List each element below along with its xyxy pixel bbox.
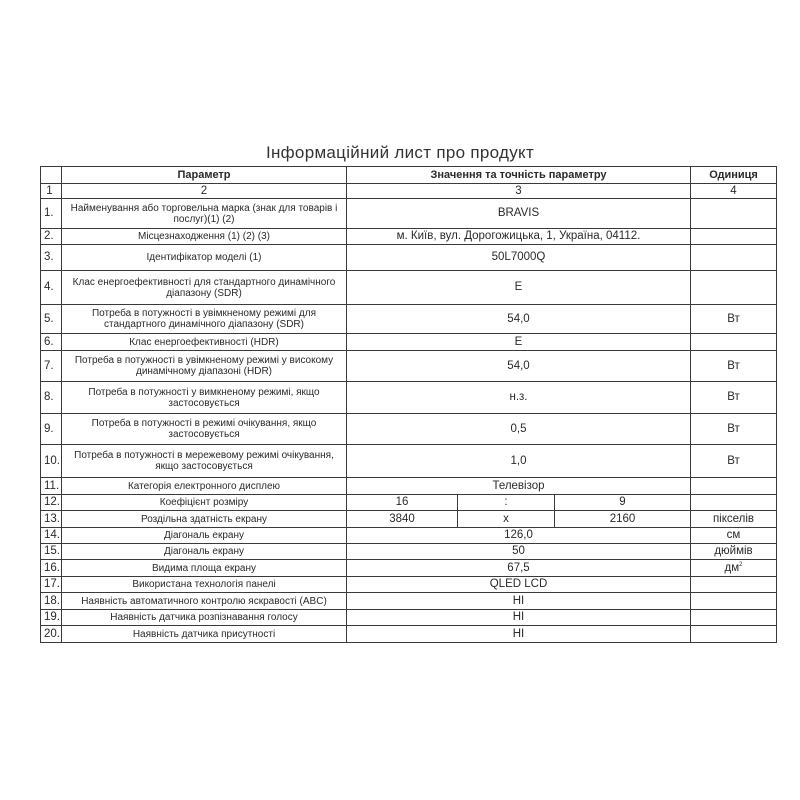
row-num: 2. <box>41 229 62 245</box>
row-value: НІ <box>347 610 691 626</box>
table-row <box>41 414 777 445</box>
table-row <box>41 229 777 245</box>
index-param: 2 <box>62 184 347 199</box>
row-num: 15. <box>41 544 62 560</box>
row-unit: см <box>691 528 777 544</box>
row-num: 8. <box>41 382 62 414</box>
row-num: 1. <box>41 199 62 229</box>
row-num: 13. <box>41 511 62 528</box>
table-row <box>41 305 777 334</box>
index-num: 1 <box>41 184 62 199</box>
row-unit <box>691 199 777 229</box>
row-value-part: 9 <box>555 495 691 511</box>
table-row <box>41 593 777 610</box>
row-num: 3. <box>41 245 62 271</box>
unit-superscript: 2 <box>739 561 743 568</box>
row-param: Найменування або торговельна марка (знак для товарів і послуг)(1) (2) <box>62 199 347 229</box>
row-value-part: : <box>458 495 555 511</box>
row-param: Діагональ екрану <box>62 528 347 544</box>
row-num: 6. <box>41 334 62 351</box>
table-row <box>41 245 777 271</box>
row-value-part: 3840 <box>347 511 458 528</box>
row-num: 17. <box>41 577 62 593</box>
row-unit <box>691 478 777 495</box>
row-value: 0,5 <box>347 414 691 445</box>
table-row <box>41 577 777 593</box>
row-value: 54,0 <box>347 351 691 382</box>
row-unit <box>691 626 777 643</box>
row-num: 20. <box>41 626 62 643</box>
table-row <box>41 445 777 478</box>
row-unit <box>691 610 777 626</box>
row-unit <box>691 271 777 305</box>
row-num: 9. <box>41 414 62 445</box>
row-unit: Вт <box>691 445 777 478</box>
row-unit <box>691 577 777 593</box>
row-param: Місцезнаходження (1) (2) (3) <box>62 229 347 245</box>
row-unit: Вт <box>691 414 777 445</box>
row-unit: дюймів <box>691 544 777 560</box>
row-value: BRAVIS <box>347 199 691 229</box>
row-param: Ідентифікатор моделі (1) <box>62 245 347 271</box>
index-value: 3 <box>347 184 691 199</box>
table-row <box>41 544 777 560</box>
row-num: 16. <box>41 560 62 577</box>
row-param: Видима площа екрану <box>62 560 347 577</box>
row-value: 67,5 <box>347 560 691 577</box>
row-value: 126,0 <box>347 528 691 544</box>
table-row <box>41 271 777 305</box>
row-num: 19. <box>41 610 62 626</box>
row-param: Наявність автоматичного контролю яскравості (ABC) <box>62 593 347 610</box>
row-param: Потреба в потужності у вимкненому режимі, якщо застосовується <box>62 382 347 414</box>
index-unit: 4 <box>691 184 777 199</box>
table-row <box>41 199 777 229</box>
row-num: 10. <box>41 445 62 478</box>
product-info-table <box>40 166 777 643</box>
row-num: 18. <box>41 593 62 610</box>
table-row <box>41 560 777 577</box>
unit-text: дм <box>724 561 740 574</box>
row-param: Потреба в потужності в увімкненому режимі для стандартного динамічного діапазону (SDR) <box>62 305 347 334</box>
row-unit <box>691 560 777 577</box>
table-row <box>41 626 777 643</box>
table-row <box>41 351 777 382</box>
row-value: НІ <box>347 626 691 643</box>
row-value: 54,0 <box>347 305 691 334</box>
row-param: Потреба в потужності в увімкненому режимі у високому динамічному діапазоні (HDR) <box>62 351 347 382</box>
row-param: Клас енергоефективності (HDR) <box>62 334 347 351</box>
row-value-part: 2160 <box>555 511 691 528</box>
row-unit: пікселів <box>691 511 777 528</box>
row-value: 1,0 <box>347 445 691 478</box>
table-row <box>41 511 777 528</box>
table-row <box>41 495 777 511</box>
table-row <box>41 382 777 414</box>
page-title: Інформаційний лист про продукт <box>265 143 535 162</box>
row-value: QLED LCD <box>347 577 691 593</box>
row-param: Роздільна здатність екрану <box>62 511 347 528</box>
table-row <box>41 334 777 351</box>
row-param: Потреба в потужності в мережевому режимі очікування, якщо застосовується <box>62 445 347 478</box>
row-param: Наявність датчика розпізнавання голосу <box>62 610 347 626</box>
header-param: Параметр <box>62 167 347 184</box>
row-unit <box>691 245 777 271</box>
row-value: 50L7000Q <box>347 245 691 271</box>
row-value-part: x <box>458 511 555 528</box>
row-param: Клас енергоефективності для стандартного динамічного діапазону (SDR) <box>62 271 347 305</box>
table-row <box>41 528 777 544</box>
header-num <box>41 167 62 184</box>
row-num: 5. <box>41 305 62 334</box>
row-value: н.з. <box>347 382 691 414</box>
index-row <box>41 184 777 199</box>
row-value: 50 <box>347 544 691 560</box>
header-row <box>41 167 777 184</box>
row-num: 4. <box>41 271 62 305</box>
row-unit: Вт <box>691 382 777 414</box>
row-num: 14. <box>41 528 62 544</box>
row-num: 7. <box>41 351 62 382</box>
row-value: E <box>347 334 691 351</box>
row-value: E <box>347 271 691 305</box>
row-unit: Вт <box>691 351 777 382</box>
row-param: Діагональ екрану <box>62 544 347 560</box>
row-value: НІ <box>347 593 691 610</box>
row-unit <box>691 593 777 610</box>
row-param: Коефіцієнт розміру <box>62 495 347 511</box>
row-param: Категорія електронного дисплею <box>62 478 347 495</box>
row-value-part: 16 <box>347 495 458 511</box>
row-unit <box>691 334 777 351</box>
header-value: Значення та точність параметру <box>347 167 691 184</box>
header-unit: Одиниця <box>691 167 777 184</box>
row-unit <box>691 495 777 511</box>
table-row <box>41 478 777 495</box>
row-param: Використана технологія панелі <box>62 577 347 593</box>
table-row <box>41 610 777 626</box>
row-unit <box>691 229 777 245</box>
row-num: 12. <box>41 495 62 511</box>
row-param: Потреба в потужності в режимі очікування, якщо застосовується <box>62 414 347 445</box>
row-num: 11. <box>41 478 62 495</box>
row-param: Наявність датчика присутності <box>62 626 347 643</box>
row-unit: Вт <box>691 305 777 334</box>
row-value: м. Київ, вул. Дорогожицька, 1, Україна, 04112. <box>347 229 691 245</box>
row-value: Телевізор <box>347 478 691 495</box>
